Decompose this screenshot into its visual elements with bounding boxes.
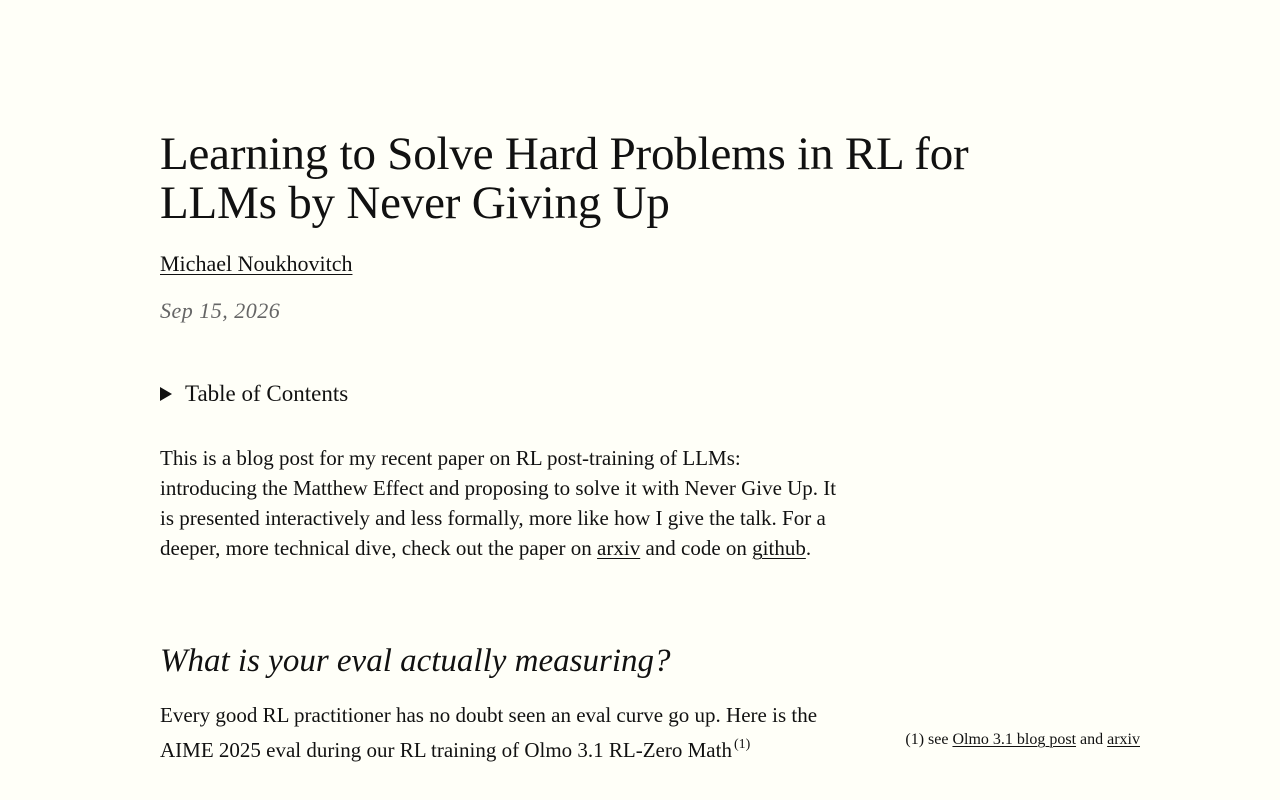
sidenote-text-and: and [1080, 731, 1104, 748]
olmo-blog-post-link[interactable]: Olmo 3.1 blog post [952, 731, 1077, 748]
article-page [160, 0, 1140, 800]
sidenote-text-see: see [928, 731, 949, 748]
footnote-marker[interactable]: (1) [733, 737, 751, 752]
section-heading: What is your eval actually measuring? [160, 643, 671, 679]
intro-text-part-1: This is a blog post for my recent paper on RL post-training of LLMs: introducing the Matthew Effect and proposing to solve it with Never Give Up. It is presented interactively and less formally, more like how I give the talk. For a deeper, more technical dive, check out the paper on [160, 446, 837, 560]
eval-paragraph-text: Every good RL practitioner has no doubt seen an eval curve go up. Here is the AIME 2025 eval during our RL training of Olmo 3.1 RL-Zero Math [160, 703, 818, 762]
sidenote-marker: (1) [905, 731, 925, 748]
arxiv-link[interactable]: arxiv [597, 536, 641, 560]
disclosure-triangle-right-icon [160, 387, 172, 401]
table-of-contents-toggle[interactable] [160, 380, 348, 408]
intro-text-part-2: and code on [640, 536, 753, 560]
eval-paragraph [160, 700, 840, 765]
table-of-contents-label: Table of Contents [185, 381, 349, 406]
sidenote-arxiv-link[interactable]: arxiv [1107, 731, 1140, 748]
intro-paragraph [160, 443, 840, 563]
article-title: Learning to Solve Hard Problems in RL for LLMs by Never Giving Up [160, 128, 969, 229]
github-link[interactable]: github [752, 536, 806, 560]
publish-date: Sep 15, 2026 [160, 298, 281, 323]
author-link[interactable]: Michael Noukhovitch [160, 251, 353, 276]
sidenote [900, 729, 1140, 751]
intro-text-part-3: . [805, 536, 812, 560]
